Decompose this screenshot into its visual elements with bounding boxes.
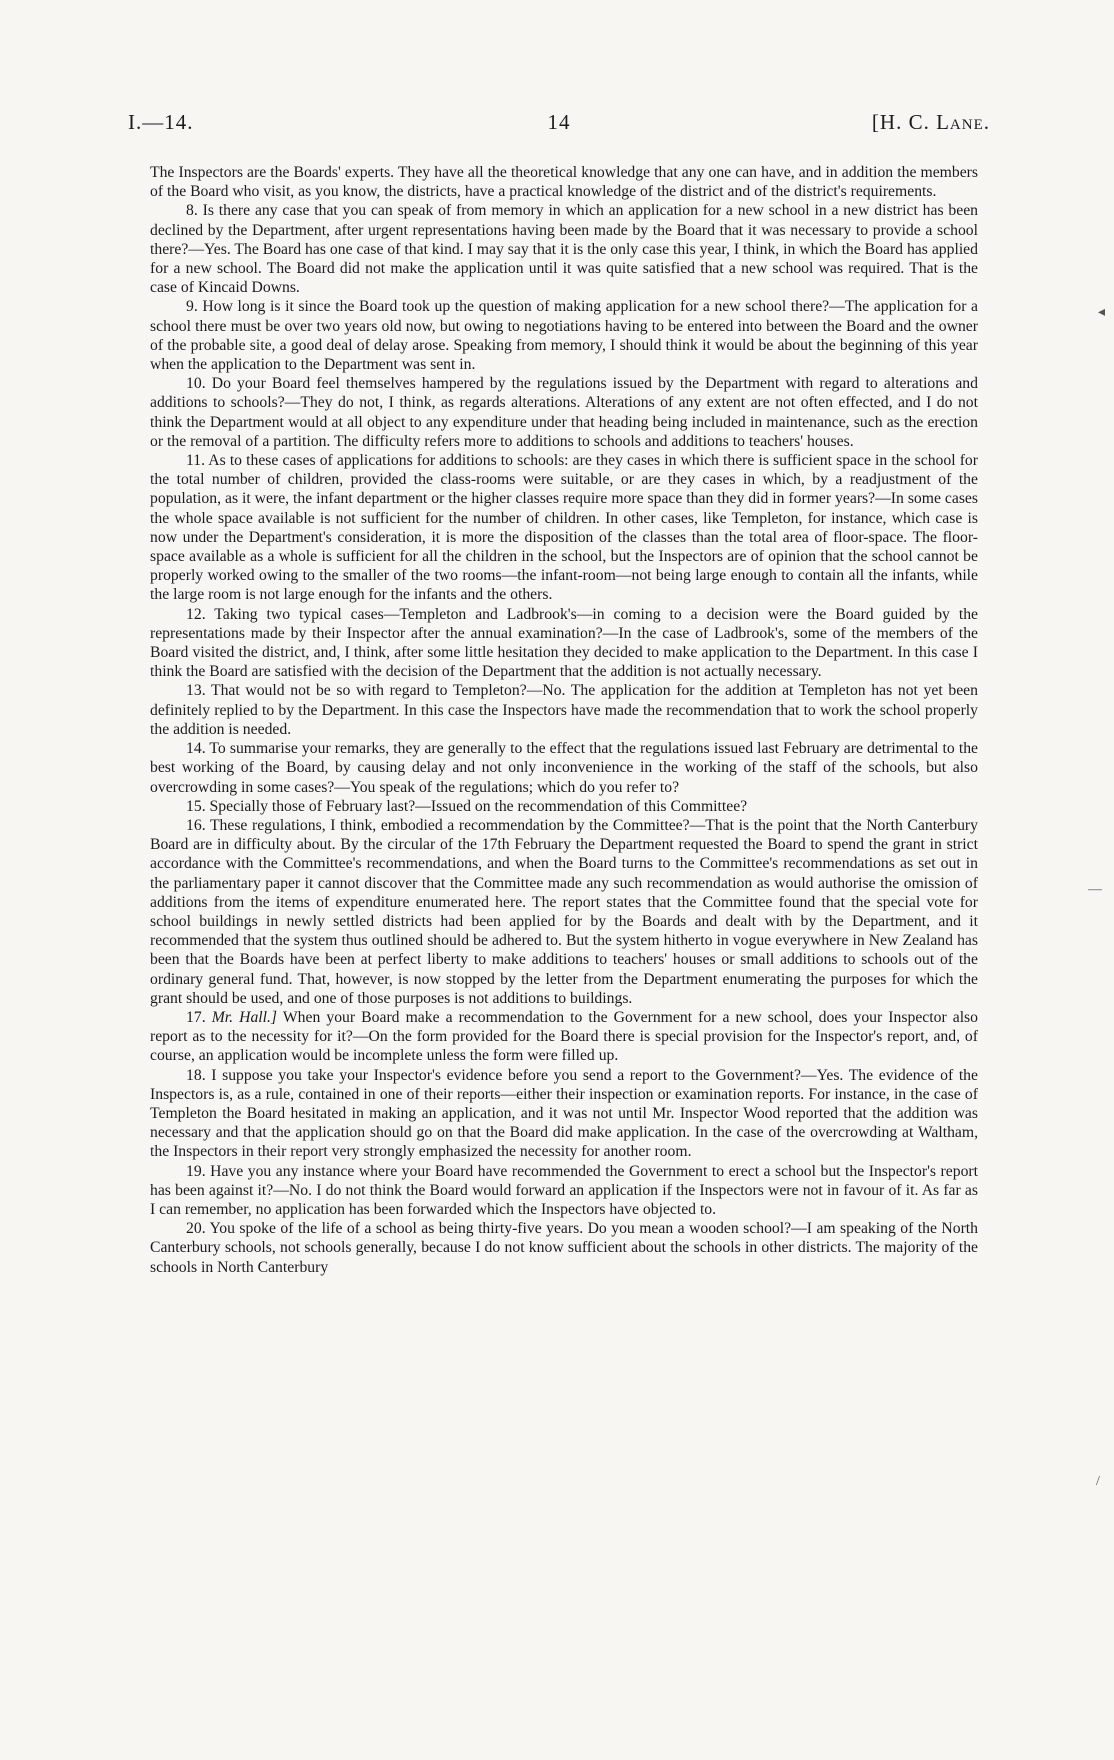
page-header: [128, 110, 990, 142]
question-9: [150, 297, 978, 374]
margin-mark: /: [1096, 1474, 1100, 1489]
paragraph-text: As to these cases of applications for additions to schools: are they cases in which there is sufficient space in the school for the total number of children, provided the class-rooms were suitable, or are they cases in which, by a readjustment of the population, as it were, the infant department or the higher classes require more space than they did in former years?—In some cases the whole space available is not sufficient for the number of children. In other cases, like Templeton, for instance, which case is now under the Department's consideration, it is more the disposition of the classes than the total area of floor-space. The floor-space available as a whole is sufficient for all the children in the school, but the Inspectors are of opinion that the school cannot be properly worked owing to the smaller of the two rooms—the infant-room—not being large enough to contain all the infants, while the large room is not large enough for the infants and the others.: [150, 452, 978, 604]
paragraph-text: Have you any instance where your Board have recommended the Government to erect a school but the Inspector's report has been against it?—No. I do not think the Board would forward an application if the Inspectors were not in favour of it. As far as I can remember, no application has been forwarded which the Inspectors have objected to.: [150, 1162, 978, 1218]
paragraph-text: When your Board make a recommendation to the Government for a new school, does your Inspector also report as to the necessity for it?—On the form provided for the Board there is special provision for the Inspector's report, and, of course, an application would be incomplete unless the form were filled up.: [150, 1008, 979, 1065]
question-number: 8.: [186, 202, 198, 220]
body-text: [150, 163, 978, 1277]
question-14: [150, 739, 978, 797]
question-number: 14.: [186, 740, 206, 758]
margin-mark: —: [1088, 882, 1102, 897]
speaker-name: Mr. Hall.]: [211, 1008, 278, 1026]
question-15: [150, 797, 978, 816]
paragraph-text: Is there any case that you can speak of from memory in which an application for a new school in a new district has been declined by the Department, after urgent representations having been made by the Board that it was necessary to provide a school there?—Yes. The Board has one case of that kind. I may say that it is the only case this year, I think, in which the Board has applied for a new school. The Board did not make the application until it was quite satisfied that a new school was required. That is the case of Kincaid Downs.: [150, 202, 979, 297]
question-number: 9.: [186, 298, 198, 316]
paragraph-text: You spoke of the life of a school as being thirty-five years. Do you mean a wooden school?—I am speaking of the North Canterbury schools, not schools generally, because I do not know sufficient about the schools in other districts. The majority of the schools in North Canterbury: [150, 1220, 979, 1276]
header-page-number: 14: [547, 110, 571, 134]
question-number: 20.: [186, 1220, 206, 1238]
header-witness-name: [H. C. Lane.: [871, 110, 990, 134]
question-number: 13.: [186, 682, 206, 700]
question-number: 18.: [186, 1066, 206, 1084]
question-16: [150, 816, 978, 1008]
question-19: [150, 1162, 978, 1220]
question-number: 16.: [186, 816, 206, 834]
margin-mark: ◂: [1098, 305, 1106, 320]
question-18: [150, 1066, 978, 1162]
paragraph-text: How long is it since the Board took up the question of making application for a new school there?—The application for a school there must be over two years old now, but owing to negotiations having to be entered into between the Board and the owner of the probable site, a good deal of delay arose. Speaking from memory, I should think it would be about the beginning of this year when the application to the Department was sent in.: [150, 298, 978, 374]
question-8: [150, 201, 978, 297]
paragraph-text: Specially those of February last?—Issued on the recommendation of this Committee?: [209, 797, 748, 815]
paragraph-text: I suppose you take your Inspector's evidence before you send a report to the Government?—Yes. The evidence of the Inspectors is, as a rule, contained in one of their reports—either their inspection or examination reports. For instance, in the case of Templeton the Board hesitated in making an application, and it was not until Mr. Inspector Wood reported that the addition was necessary and that the application should go on that the Board did make application. In the case of the overcrowding at Waltham, the Inspectors in their report very strongly emphasized the necessity for another room.: [150, 1066, 978, 1161]
paragraph-text: To summarise your remarks, they are generally to the effect that the regulations issued last February are detrimental to the best working of the Board, by causing delay and not only inconvenience in the working of the staff of the schools, but also overcrowding in some cases?—You speak of the regulations; which do you refer to?: [150, 740, 978, 796]
paragraph-text: These regulations, I think, embodied a recommendation by the Committee?—That is the point that the North Canterbury Board are in difficulty about. By the circular of the 17th February the Department requested the Board to spend the grant in strict accordance with the Committee's recommendations, and when the Board turns to the Committee's recommendations as set out in the parliamentary paper it cannot discover that the Committee made any such recommendation as would authorise the omission of additions from the items of expenditure enumerated here. The report states that the Committee found that the special vote for school buildings in newly settled districts had been applied for by the Boards and dealt with by the Department, and it recommended that the system thus outlined should be adhered to. But the system hitherto in vogue everywhere in New Zealand has been that the Boards have been at perfect liberty to make additions to teachers' houses or small additions to schools out of the ordinary general fund. That, however, is now stopped by the letter from the Department enumerating the purposes for which the grant should be used, and one of those purposes is not additions to buildings.: [150, 816, 979, 1007]
paragraph-continuation: [150, 163, 978, 201]
question-number: 10.: [186, 375, 206, 393]
question-number: 19.: [186, 1162, 206, 1180]
question-13: [150, 681, 978, 739]
paragraph-text: Taking two typical cases—Templeton and Ladbrook's—in coming to a decision were the Board guided by the representations made by their Inspector after the annual examination?—In the case of Ladbrook's, some of the members of the Board visited the district, and, I think, after some little hesitation they decided to make application to the Department. In this case I think the Board are satisfied with the decision of the Department that the addition is not actually necessary.: [150, 605, 978, 681]
question-11: [150, 451, 978, 605]
question-17: [150, 1008, 978, 1066]
question-12: [150, 605, 978, 682]
question-number: 17.: [186, 1008, 206, 1026]
question-20: [150, 1219, 978, 1277]
question-number: 12.: [186, 605, 206, 623]
header-paper-reference: I.—14.: [128, 110, 194, 134]
question-number: 15.: [186, 797, 206, 815]
paragraph-text: Do your Board feel themselves hampered by the regulations issued by the Department with regard to alterations and additions to schools?—They do not, I think, as regards alterations. Alterations of any extent are not often effected, and I do not think the Department would at all object to any expenditure under that heading being included in maintenance, such as the erection or the removal of a partition. The difficulty refers more to additions to schools and additions to teachers' houses.: [150, 375, 978, 450]
paragraph-text: The Inspectors are the Boards' experts. They have all the theoretical knowledge that any one can have, and in addition the members of the Board who visit, as you know, the districts, have a practical knowledge of the district and of the district's requirements.: [150, 164, 978, 201]
paragraph-text: That would not be so with regard to Templeton?—No. The application for the addition at Templeton has not yet been definitely replied to by the Department. In this case the Inspectors have made the recommendation that to work the school properly the addition is needed.: [150, 682, 978, 738]
question-number: 11.: [186, 452, 206, 470]
question-10: [150, 374, 978, 451]
